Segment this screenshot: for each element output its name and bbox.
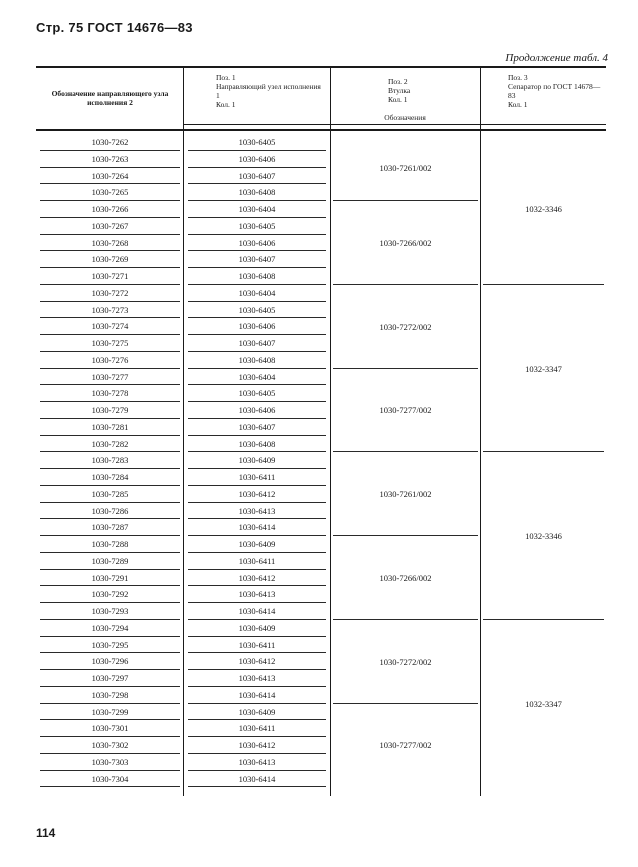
row-rule (40, 167, 180, 168)
cell-pos1: 1030-6412 (238, 488, 276, 499)
cell-pos1: 1030-6406 (238, 153, 276, 164)
row-rule (40, 217, 180, 218)
cell-pos2: 1030-7266/002 (379, 237, 432, 248)
cell-designation: 1030-7297 (91, 673, 129, 683)
cell-pos2: 1030-7261/002 (379, 489, 432, 500)
row-rule (40, 652, 180, 653)
row-rule (40, 234, 180, 235)
cell-designation: 1030-7281 (91, 421, 129, 432)
row-rule (188, 284, 326, 285)
row-rule (188, 435, 326, 436)
row-rule (188, 418, 326, 419)
cell-pos3: 1032-3347 (525, 363, 562, 374)
table-header-bottom-rule (36, 129, 606, 131)
row-rule (188, 301, 326, 302)
cell-pos1: 1030-6406 (238, 405, 276, 415)
row-rule (188, 585, 326, 586)
table-top-rule (36, 66, 606, 68)
cell-pos1: 1030-6404 (238, 204, 276, 214)
cell-pos1: 1030-6414 (238, 689, 276, 700)
cell-designation: 1030-7278 (91, 388, 129, 399)
column-header-pos2: Поз. 2 Втулка Кол. 1 (388, 77, 411, 104)
row-rule (40, 368, 180, 369)
row-rule (40, 301, 180, 302)
cell-designation: 1030-7279 (91, 405, 129, 415)
cell-designation: 1030-7295 (91, 639, 129, 650)
group-rule (333, 284, 478, 285)
cell-designation: 1030-7302 (91, 740, 129, 750)
row-rule (188, 200, 326, 201)
group-rule (483, 451, 604, 452)
cell-designation: 1030-7283 (91, 455, 129, 466)
cell-designation: 1030-7272 (91, 287, 129, 298)
cell-pos1: 1030-6412 (238, 656, 276, 667)
row-rule (188, 719, 326, 720)
row-rule (188, 468, 326, 469)
cell-designation: 1030-7265 (91, 187, 129, 198)
cell-pos1: 1030-6404 (238, 287, 276, 298)
row-rule (40, 418, 180, 419)
cell-designation: 1030-7291 (91, 572, 129, 583)
table-sub-rule (184, 124, 606, 125)
cell-pos2: 1030-7261/002 (379, 162, 432, 173)
row-rule (40, 401, 180, 402)
row-rule (40, 636, 180, 637)
row-rule (40, 518, 180, 519)
cell-designation: 1030-7294 (91, 622, 129, 633)
table-continuation: Продолжение табл. 4 (505, 52, 608, 64)
row-rule (188, 518, 326, 519)
row-rule (188, 334, 326, 335)
cell-designation: 1030-7299 (91, 706, 129, 717)
cell-designation: 1030-7292 (91, 589, 129, 600)
cell-pos1: 1030-6413 (238, 589, 276, 600)
group-rule (483, 284, 604, 285)
row-rule (40, 284, 180, 285)
row-rule (40, 451, 180, 452)
cell-designation: 1030-7273 (91, 304, 129, 315)
cell-designation: 1030-7275 (91, 338, 129, 348)
row-rule (40, 719, 180, 720)
cell-pos1: 1030-6413 (238, 756, 276, 767)
cell-pos3: 1032-3346 (525, 204, 562, 215)
row-rule (188, 183, 326, 184)
row-rule (188, 569, 326, 570)
cell-pos1: 1030-6408 (238, 438, 276, 449)
row-rule (188, 619, 326, 620)
cell-pos3: 1032-3346 (525, 531, 562, 541)
cell-pos1: 1030-6409 (238, 539, 276, 549)
row-rule (188, 401, 326, 402)
row-rule (188, 602, 326, 603)
cell-designation: 1030-7271 (91, 271, 129, 281)
page-number: 114 (36, 826, 56, 840)
row-rule (40, 736, 180, 737)
row-rule (188, 552, 326, 553)
row-rule (40, 485, 180, 486)
cell-pos1: 1030-6407 (238, 254, 276, 265)
row-rule (188, 250, 326, 251)
row-rule (40, 351, 180, 352)
row-rule (40, 468, 180, 469)
column-header-pos1: Поз. 1 Направляющий узел исполнения 1 Кол. 1 (216, 73, 321, 109)
cell-designation: 1030-7264 (91, 170, 129, 181)
cell-pos1: 1030-6413 (238, 505, 276, 516)
cell-pos1: 1030-6405 (238, 388, 276, 399)
row-rule (188, 535, 326, 536)
row-rule (40, 703, 180, 704)
row-rule (40, 535, 180, 536)
cell-designation: 1030-7269 (91, 254, 129, 265)
cell-pos1: 1030-6408 (238, 187, 276, 198)
row-rule (40, 569, 180, 570)
col-line-3 (480, 66, 481, 796)
cell-pos1: 1030-6414 (238, 773, 276, 784)
row-rule (40, 267, 180, 268)
cell-pos2: 1030-7277/002 (379, 405, 432, 416)
cell-designation: 1030-7287 (91, 522, 129, 533)
row-rule (188, 485, 326, 486)
row-rule (40, 317, 180, 318)
cell-pos3: 1032-3347 (525, 698, 562, 709)
cell-designation: 1030-7277 (91, 371, 129, 382)
cell-designation: 1030-7263 (91, 153, 129, 164)
row-rule (188, 368, 326, 369)
row-rule (40, 384, 180, 385)
cell-pos1: 1030-6414 (238, 522, 276, 533)
cell-designation: 1030-7289 (91, 555, 129, 566)
cell-pos1: 1030-6411 (238, 555, 276, 566)
row-rule (188, 686, 326, 687)
row-rule (188, 753, 326, 754)
row-rule (188, 384, 326, 385)
row-rule (188, 451, 326, 452)
col-line-2 (330, 66, 331, 796)
cell-pos1: 1030-6411 (238, 472, 276, 482)
group-rule (333, 619, 478, 620)
cell-pos1: 1030-6412 (238, 740, 276, 750)
cell-designation: 1030-7286 (91, 505, 129, 516)
cell-pos1: 1030-6407 (238, 170, 276, 181)
row-rule (188, 786, 326, 787)
row-rule (188, 669, 326, 670)
row-rule (188, 652, 326, 653)
row-rule (40, 602, 180, 603)
row-rule (188, 703, 326, 704)
cell-pos2: 1030-7277/002 (379, 740, 432, 751)
row-rule (188, 770, 326, 771)
row-rule (40, 183, 180, 184)
row-rule (40, 585, 180, 586)
cell-designation: 1030-7304 (91, 773, 129, 784)
cell-pos1: 1030-6411 (238, 639, 276, 650)
row-rule (188, 150, 326, 151)
cell-pos1: 1030-6409 (238, 622, 276, 633)
cell-pos1: 1030-6408 (238, 354, 276, 365)
cell-pos1: 1030-6408 (238, 271, 276, 281)
row-rule (40, 200, 180, 201)
cell-pos1: 1030-6406 (238, 237, 276, 248)
cell-designation: 1030-7296 (91, 656, 129, 667)
row-rule (40, 770, 180, 771)
group-rule (333, 200, 478, 201)
row-rule (40, 786, 180, 787)
cell-pos1: 1030-6407 (238, 338, 276, 348)
row-rule (40, 250, 180, 251)
cell-pos1: 1030-6405 (238, 304, 276, 315)
row-rule (188, 234, 326, 235)
cell-pos2: 1030-7272/002 (379, 321, 432, 332)
row-rule (40, 669, 180, 670)
cell-pos1: 1030-6407 (238, 421, 276, 432)
row-rule (40, 502, 180, 503)
group-rule (483, 619, 604, 620)
cell-pos2: 1030-7266/002 (379, 572, 432, 583)
cell-designation: 1030-7285 (91, 488, 129, 499)
row-rule (40, 435, 180, 436)
cell-designation: 1030-7301 (91, 723, 129, 734)
page-header: Стр. 75 ГОСТ 14676—83 (36, 20, 193, 35)
cell-pos1: 1030-6405 (238, 137, 276, 147)
group-rule (333, 451, 478, 452)
group-rule (333, 535, 478, 536)
cell-pos1: 1030-6413 (238, 673, 276, 683)
row-rule (188, 636, 326, 637)
cell-designation: 1030-7298 (91, 689, 129, 700)
cell-designation: 1030-7267 (91, 220, 129, 231)
cell-designation: 1030-7293 (91, 606, 129, 616)
cell-designation: 1030-7268 (91, 237, 129, 248)
cell-pos1: 1030-6409 (238, 455, 276, 466)
row-rule (188, 502, 326, 503)
column-header-designation: Обозначение направляющего узла исполнения 2 (51, 89, 169, 107)
cell-pos1: 1030-6414 (238, 606, 276, 616)
cell-designation: 1030-7266 (91, 204, 129, 214)
row-rule (40, 150, 180, 151)
row-rule (188, 317, 326, 318)
row-rule (188, 351, 326, 352)
cell-pos1: 1030-6412 (238, 572, 276, 583)
row-rule (40, 686, 180, 687)
row-rule (40, 334, 180, 335)
cell-designation: 1030-7274 (91, 321, 129, 332)
cell-designation: 1030-7262 (91, 137, 129, 147)
cell-designation: 1030-7284 (91, 472, 129, 482)
cell-designation: 1030-7282 (91, 438, 129, 449)
column-header-pos3: Поз. 3 Сепаратор по ГОСТ 14678—83 Кол. 1 (508, 73, 601, 109)
row-rule (188, 217, 326, 218)
row-rule (40, 753, 180, 754)
row-rule (40, 619, 180, 620)
row-rule (188, 736, 326, 737)
cell-designation: 1030-7276 (91, 354, 129, 365)
cell-pos1: 1030-6404 (238, 371, 276, 382)
row-rule (188, 267, 326, 268)
row-rule (188, 167, 326, 168)
cell-designation: 1030-7288 (91, 539, 129, 549)
group-rule (333, 703, 478, 704)
cell-pos1: 1030-6405 (238, 220, 276, 231)
cell-pos1: 1030-6411 (238, 723, 276, 734)
column-subheader: Обозначения (384, 113, 426, 122)
cell-pos2: 1030-7272/002 (379, 656, 432, 667)
cell-designation: 1030-7303 (91, 756, 129, 767)
cell-pos1: 1030-6406 (238, 321, 276, 332)
group-rule (333, 368, 478, 369)
cell-pos1: 1030-6409 (238, 706, 276, 717)
row-rule (40, 552, 180, 553)
